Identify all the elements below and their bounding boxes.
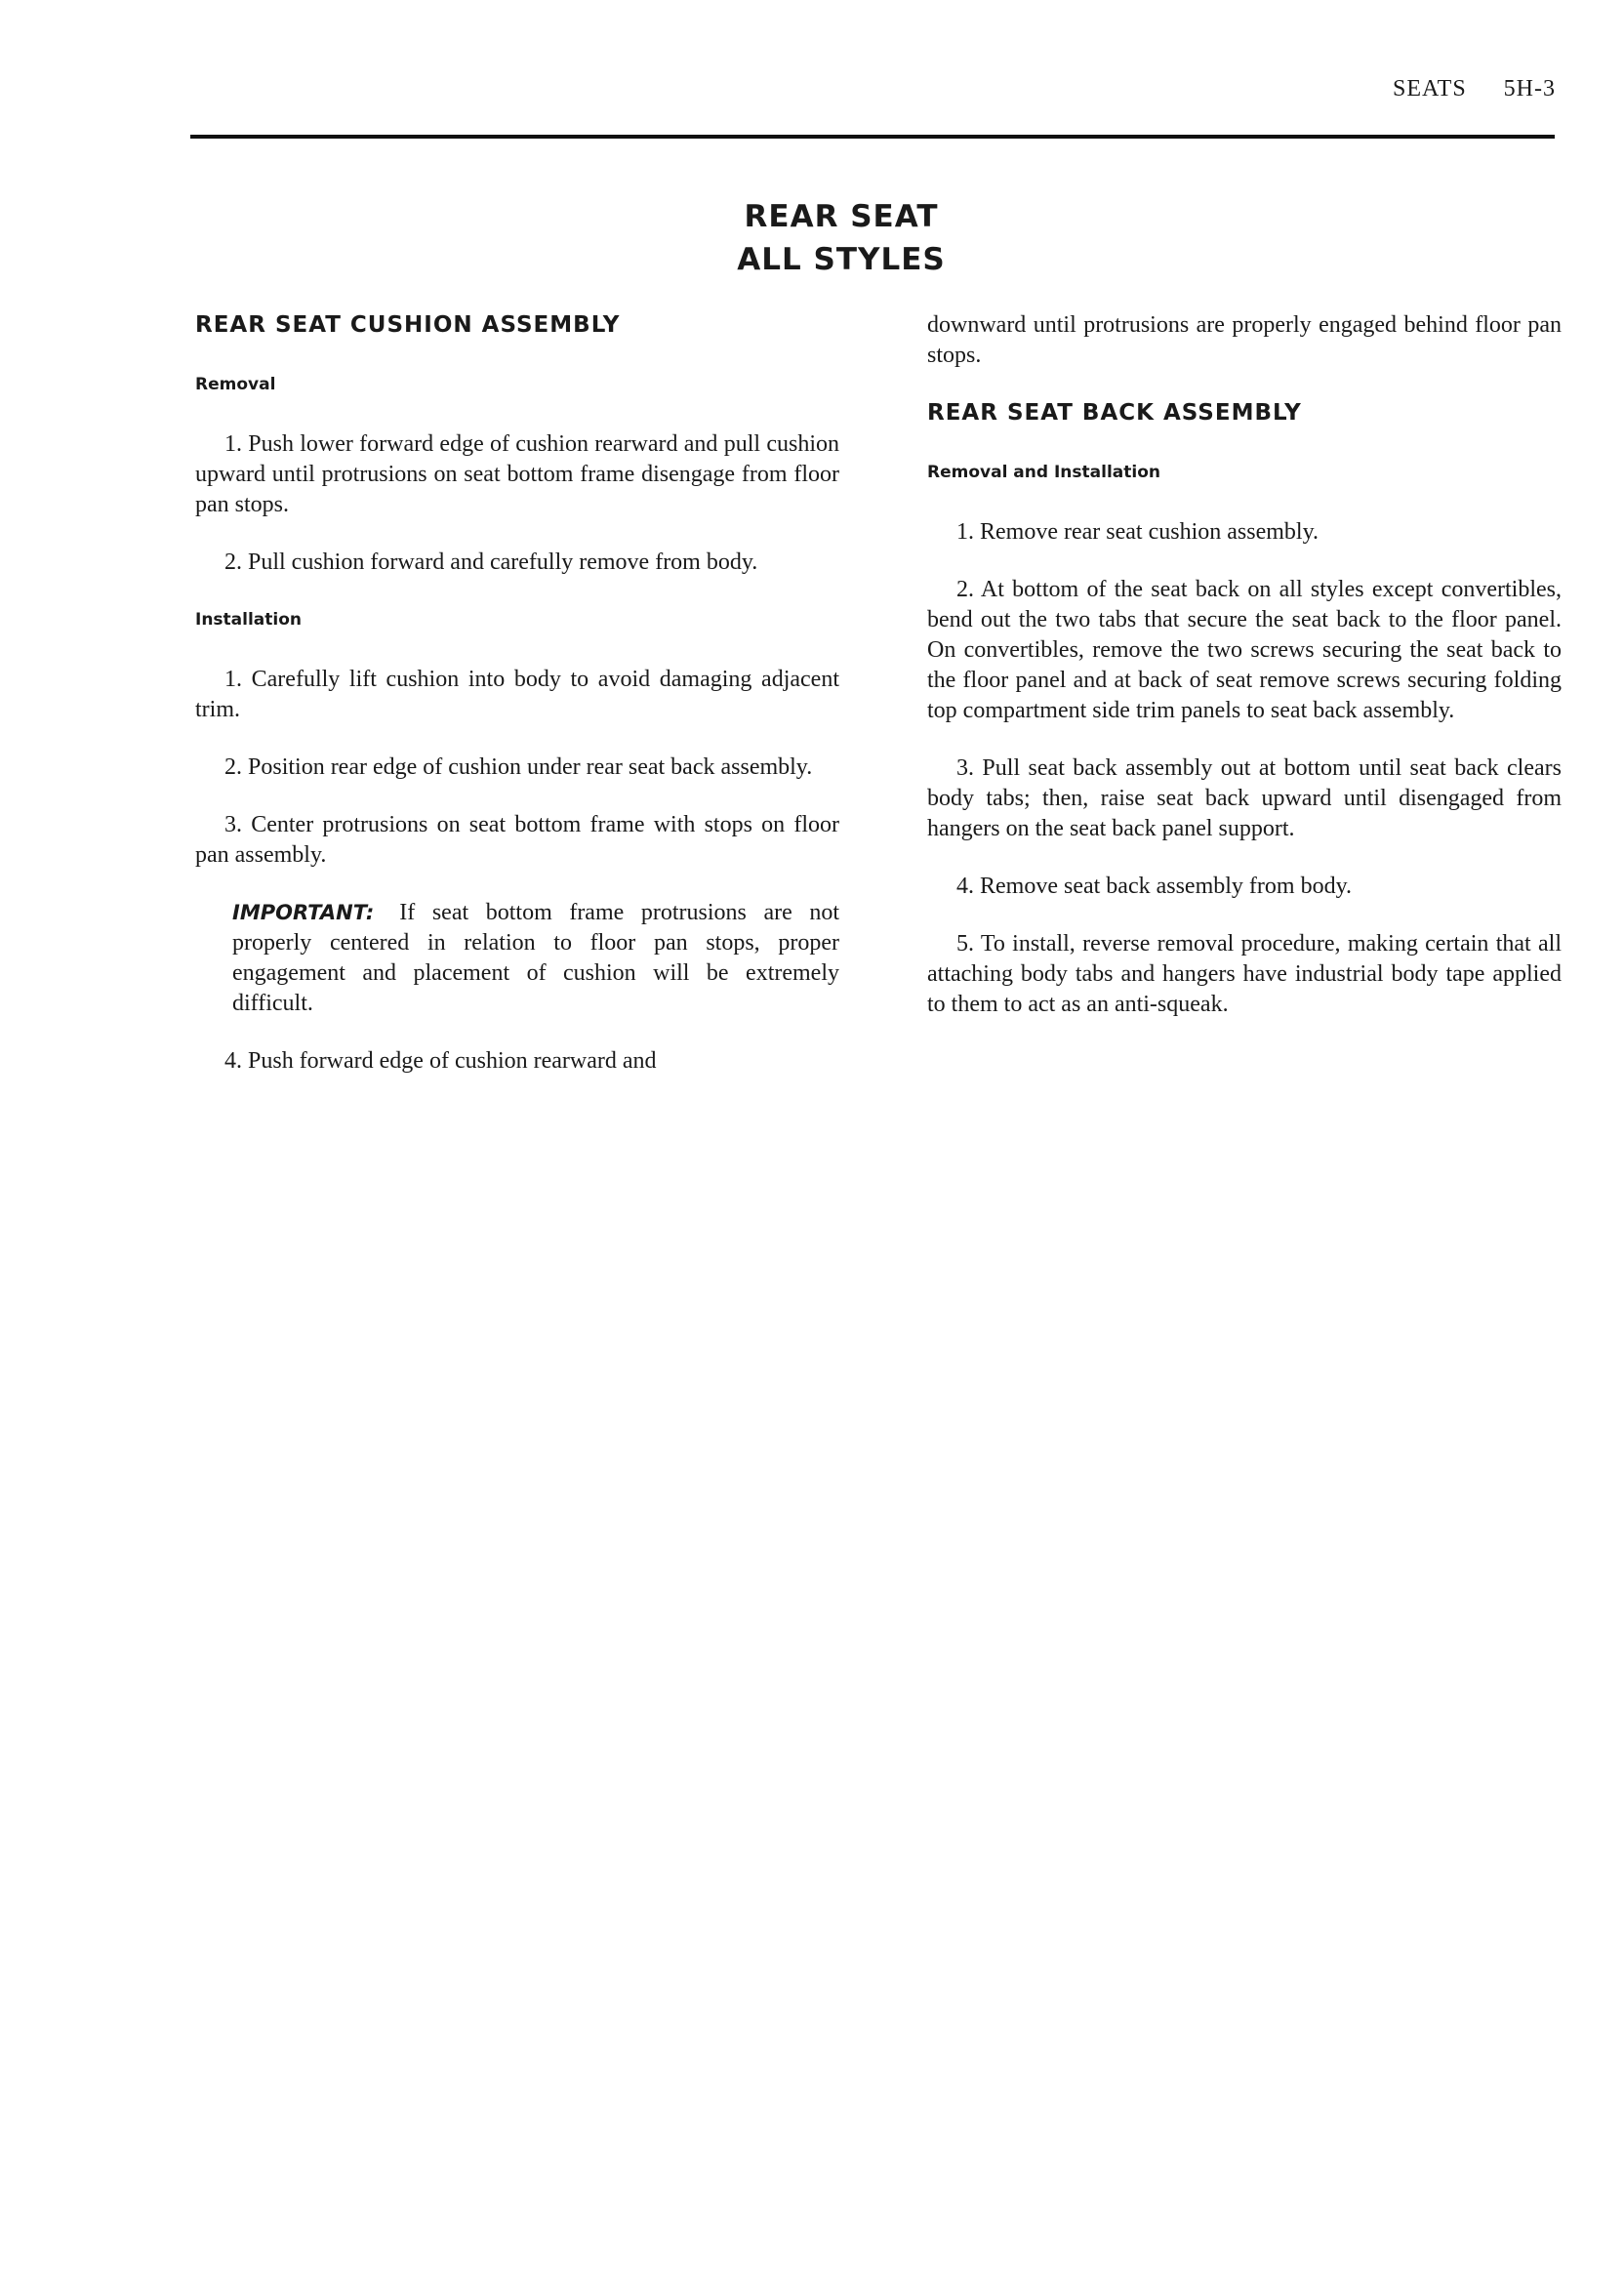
page-header <box>1393 76 1556 102</box>
installation-step-1: 1. Carefully lift cushion into body to avoid damaging adjacent trim. <box>195 667 839 722</box>
continued-text: downward until protrusions are properly engaged behind floor pan stops. <box>927 312 1562 368</box>
seat-back-step-3: 3. Pull seat back assembly out at bottom until seat back clears body tabs; then, raise seat back upward until disengaged from hangers on the seat back panel support. <box>927 755 1562 841</box>
important-label: IMPORTANT: <box>232 901 375 924</box>
removal-step-1: 1. Push lower forward edge of cushion rearward and pull cushion upward until protrusions on seat bottom frame disengage from floor pan stops. <box>195 431 839 517</box>
header-page-number: 5H-3 <box>1503 76 1556 102</box>
page-title-line-2: ALL STYLES <box>737 242 946 277</box>
subheading-removal-installation: Removal and Installation <box>927 463 1160 482</box>
seat-back-step-1: 1. Remove rear seat cushion assembly. <box>956 519 1320 545</box>
page-title <box>0 195 1624 281</box>
left-column <box>195 310 839 1104</box>
page-title-line-1: REAR SEAT <box>744 199 939 234</box>
important-text: If seat bottom frame protrusions are not properly centered in relation to floor pan stops, proper engagement and placement of cushion will be extremely difficult. <box>232 900 839 1016</box>
installation-step-2: 2. Position rear edge of cushion under rear seat back assembly. <box>224 754 813 780</box>
header-rule <box>190 135 1555 139</box>
important-note <box>232 898 839 1019</box>
section-heading-cushion: REAR SEAT CUSHION ASSEMBLY <box>195 312 621 338</box>
section-heading-seat-back: REAR SEAT BACK ASSEMBLY <box>927 400 1302 426</box>
installation-step-4: 4. Push forward edge of cushion rearward and <box>224 1048 657 1074</box>
seat-back-step-2: 2. At bottom of the seat back on all styles except convertibles, bend out the two tabs that secure the seat back to the floor panel. On convertibles, remove the two screws securing the seat back to the floor panel and at back of seat remove screws securing folding top compartment side trim panels to seat back assembly. <box>927 577 1562 723</box>
seat-back-step-5: 5. To install, reverse removal procedure, making certain that all attaching body tabs and hangers have industrial body tape applied to them to act as an anti-squeak. <box>927 931 1562 1017</box>
right-column <box>927 310 1562 1047</box>
removal-step-2: 2. Pull cushion forward and carefully remove from body. <box>224 550 758 575</box>
installation-step-3: 3. Center protrusions on seat bottom frame with stops on floor pan assembly. <box>195 812 839 868</box>
header-section-title: SEATS <box>1392 76 1467 102</box>
subheading-installation: Installation <box>195 610 303 630</box>
subheading-removal: Removal <box>195 375 276 394</box>
seat-back-step-4: 4. Remove seat back assembly from body. <box>956 874 1353 899</box>
